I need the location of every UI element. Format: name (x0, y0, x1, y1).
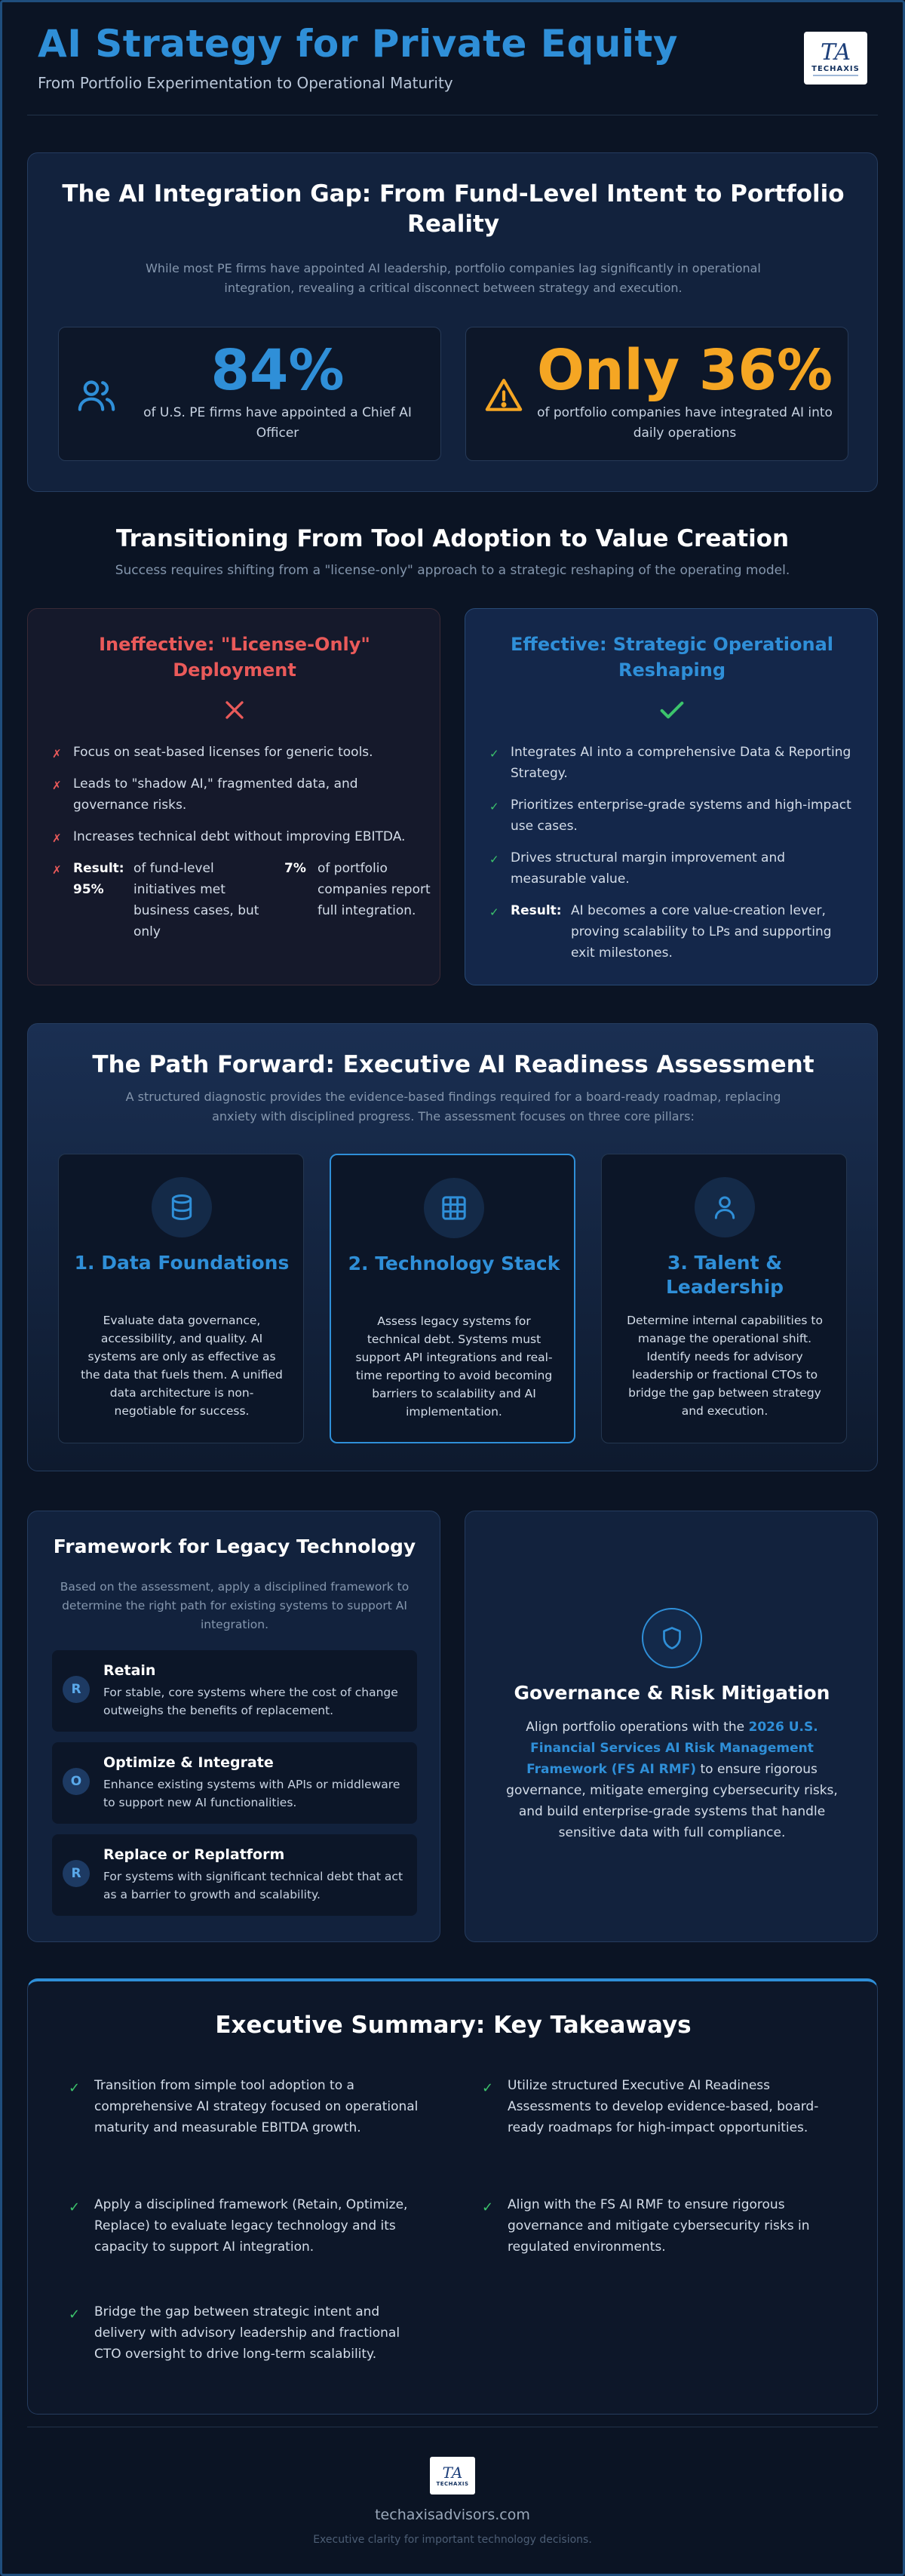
option-title: Replace or Replatform (103, 1846, 285, 1863)
option-description: For systems with significant technical debt that act as a barrier to growth and scalability. (103, 1870, 403, 1901)
pillar-description: Evaluate data governance, accessibility, and quality. AI systems are only as effective as the data that fuels them. A unified data architecture is non-negotiable for success. (81, 1314, 283, 1418)
summary-panel (27, 1978, 878, 2415)
pillar-card-technology[interactable] (330, 1154, 575, 1443)
pillar-description: Determine internal capabilities to manage the operational shift. Identify needs for advisory leadership or fractional CTOs to bridge the gap between strategy and execution. (627, 1314, 823, 1418)
pillar-title: 3. Talent & Leadership (665, 1252, 784, 1298)
result-pct-fund: 95% (73, 882, 104, 897)
result-pct-portfolio: 7% (284, 861, 306, 876)
result-text-fund: of fund-level initiatives met business cases, but only (133, 861, 259, 939)
x-bullet-icon: ✗ (52, 779, 62, 792)
list-item: ✓ Integrates AI into a comprehensive Data & Reporting Strategy. (489, 745, 851, 781)
check-icon: ✓ (482, 2080, 494, 2096)
check-bullet-icon: ✓ (489, 905, 499, 919)
option-badge: R (63, 1860, 90, 1887)
logo-word: TECHAXIS (811, 64, 860, 73)
check-mark-icon (657, 695, 687, 725)
pillar-icon-wrap (695, 1177, 755, 1237)
x-bullet-icon: ✗ (52, 863, 62, 877)
check-icon: ✓ (69, 2307, 81, 2322)
techaxis-logo[interactable] (804, 32, 867, 85)
page-subtitle: From Portfolio Experimentation to Operational Maturity (38, 74, 453, 92)
pillar-card-data[interactable] (58, 1154, 304, 1443)
result-text-portfolio: of portfolio companies report full integration. (318, 861, 431, 918)
logo-word: TECHAXIS (436, 2481, 469, 2487)
check-icon: ✓ (69, 2199, 81, 2215)
ineffective-title: Ineffective: "License-Only" Deployment (99, 634, 370, 681)
stat-description: of U.S. PE firms have appointed a Chief AI Officer (143, 405, 412, 441)
list-item: ✓ Prioritizes enterprise-grade systems and high-impact use cases. (489, 798, 851, 834)
path-forward-title: The Path Forward: Executive AI Readiness Assessment (92, 1051, 814, 1078)
list-item: ✓ Drives structural margin improvement and measurable value. (489, 850, 786, 887)
option-description: For stable, core systems where the cost of change outweighs the benefits of replacement. (103, 1686, 398, 1717)
effective-list (489, 742, 859, 974)
result-text: AI becomes a core value-creation lever, proving scalability to LPs and supporting exit milestones. (571, 903, 832, 961)
summary-title: Executive Summary: Key Takeaways (215, 2012, 692, 2039)
check-bullet-icon: ✓ (489, 853, 499, 866)
result-item (489, 900, 859, 964)
integration-gap-title: The AI Integration Gap: From Fund-Level Intent to Portfolio Reality (62, 180, 845, 238)
check-bullet-icon: ✓ (489, 800, 499, 813)
option-replace[interactable] (52, 1834, 417, 1916)
pillar-title: 1. Data Foundations (74, 1252, 290, 1274)
footer-site-link[interactable]: techaxisadvisors.com (375, 2507, 530, 2523)
path-forward-lead: A structured diagnostic provides the evidence-based findings required for a board-ready roadmap, replacing anxiety with disciplined progress. The assessment focuses on three core pillars: (125, 1090, 781, 1124)
stat-card-portfolio-integration (465, 327, 848, 461)
shield-icon (658, 1625, 686, 1652)
path-forward-panel (27, 1023, 878, 1471)
option-badge: R (63, 1676, 90, 1703)
option-description: Enhance existing systems with APIs or middleware to support new AI functionalities. (103, 1778, 400, 1809)
legacy-title: Framework for Legacy Technology (53, 1535, 416, 1557)
header (38, 21, 867, 112)
ineffective-card (27, 608, 440, 985)
legacy-framework-panel (27, 1511, 440, 1942)
option-optimize[interactable] (52, 1742, 417, 1824)
governance-panel (465, 1511, 878, 1942)
integration-gap-panel (27, 152, 878, 492)
users-icon (75, 374, 118, 417)
pillar-icon-wrap (152, 1177, 212, 1237)
list-item: ✗ Increases technical debt without improving EBITDA. (52, 826, 422, 847)
logo-mark: TA (820, 38, 851, 66)
ineffective-list (52, 742, 431, 953)
pillar-icon-wrap (424, 1178, 484, 1238)
governance-title: Governance & Risk Mitigation (514, 1682, 830, 1704)
logo-mark: TA (442, 2464, 463, 2482)
x-mark-icon (219, 695, 250, 725)
x-bullet-icon: ✗ (52, 747, 62, 761)
check-bullet-icon: ✓ (489, 747, 499, 761)
pillar-card-talent[interactable] (601, 1154, 847, 1443)
check-icon: ✓ (69, 2080, 81, 2096)
stat-value: 84% (210, 338, 345, 403)
result-item (52, 858, 431, 942)
effective-title: Effective: Strategic Operational Reshaping (510, 634, 834, 681)
footer-logo[interactable] (430, 2457, 475, 2495)
takeaway-item: ✓ Align with the FS AI RMF to ensure rigorous governance and mitigate cybersecurity risks in regulated environments. (482, 2197, 810, 2255)
stat-value: Only 36% (536, 338, 833, 403)
result-label: Result: (511, 903, 562, 918)
legacy-lead: Based on the assessment, apply a disciplined framework to determine the right path for existing systems to support AI integration. (60, 1580, 410, 1631)
x-bullet-icon: ✗ (52, 832, 62, 845)
stat-description: of portfolio companies have integrated AI into daily operations (537, 405, 833, 441)
governance-text: Align portfolio operations with the 2026 U.S. Financial Services AI Risk Management Framework (FS AI RMF) to ensure rigorous governance, mitigate emerging cybersecurity risks, and build enterprise-grade systems that handle sensitive data with full compliance. (506, 1720, 838, 1840)
takeaway-item: ✓ Transition from simple tool adoption to a comprehensive AI strategy focused on operational maturity and measurable EBITDA growth. (69, 2078, 419, 2135)
framework-link[interactable]: 2026 U.S. Financial Services AI Risk Management Framework (FS AI RMF) (526, 1720, 818, 1777)
check-icon: ✓ (482, 2199, 494, 2215)
shield-icon-wrap (642, 1608, 702, 1668)
takeaway-item: ✓ Bridge the gap between strategic intent and delivery with advisory leadership and fractional CTO oversight to drive long-term scalability. (69, 2304, 400, 2362)
list-item: ✗ Leads to "shadow AI," fragmented data, and governance risks. (52, 776, 358, 813)
person-icon (710, 1192, 740, 1222)
takeaway-item: ✓ Apply a disciplined framework (Retain, Optimize, Replace) to evaluate legacy technology and its capacity to support AI integration. (69, 2197, 408, 2255)
option-badge: O (63, 1768, 90, 1795)
takeaway-item: ✓ Utilize structured Executive AI Readiness Assessments to develop evidence-based, board-ready roadmaps for high-impact opportunities. (482, 2078, 819, 2135)
database-icon (167, 1192, 197, 1222)
footer-tagline: Executive clarity for important technology decisions. (313, 2534, 592, 2546)
grid-table-icon (439, 1193, 469, 1223)
logo-underline (813, 75, 858, 76)
transition-subtitle: Success requires shifting from a "license-only" approach to a strategic reshaping of the operating model. (115, 563, 790, 578)
list-item: ✗ Focus on seat-based licenses for generic tools. (52, 742, 422, 763)
option-retain[interactable] (52, 1650, 417, 1732)
pillar-title: 2. Technology Stack (348, 1253, 560, 1274)
page-title: AI Strategy for Private Equity (38, 22, 678, 66)
warning-icon (483, 374, 525, 417)
pillar-description: Assess legacy systems for technical debt. Systems must support API integrations and real-time reporting to avoid becoming barriers to scalability and AI implementation. (355, 1314, 553, 1419)
effective-card (465, 608, 878, 985)
integration-gap-lead: While most PE firms have appointed AI leadership, portfolio companies lag significantly in operational integration, revealing a critical disconnect between strategy and execution. (146, 261, 761, 295)
result-label: Result: (73, 861, 124, 876)
option-title: Optimize & Integrate (103, 1754, 274, 1771)
transition-title: Transitioning From Tool Adoption to Value Creation (115, 525, 790, 552)
stat-card-ai-officer (58, 327, 441, 461)
option-title: Retain (103, 1662, 156, 1679)
